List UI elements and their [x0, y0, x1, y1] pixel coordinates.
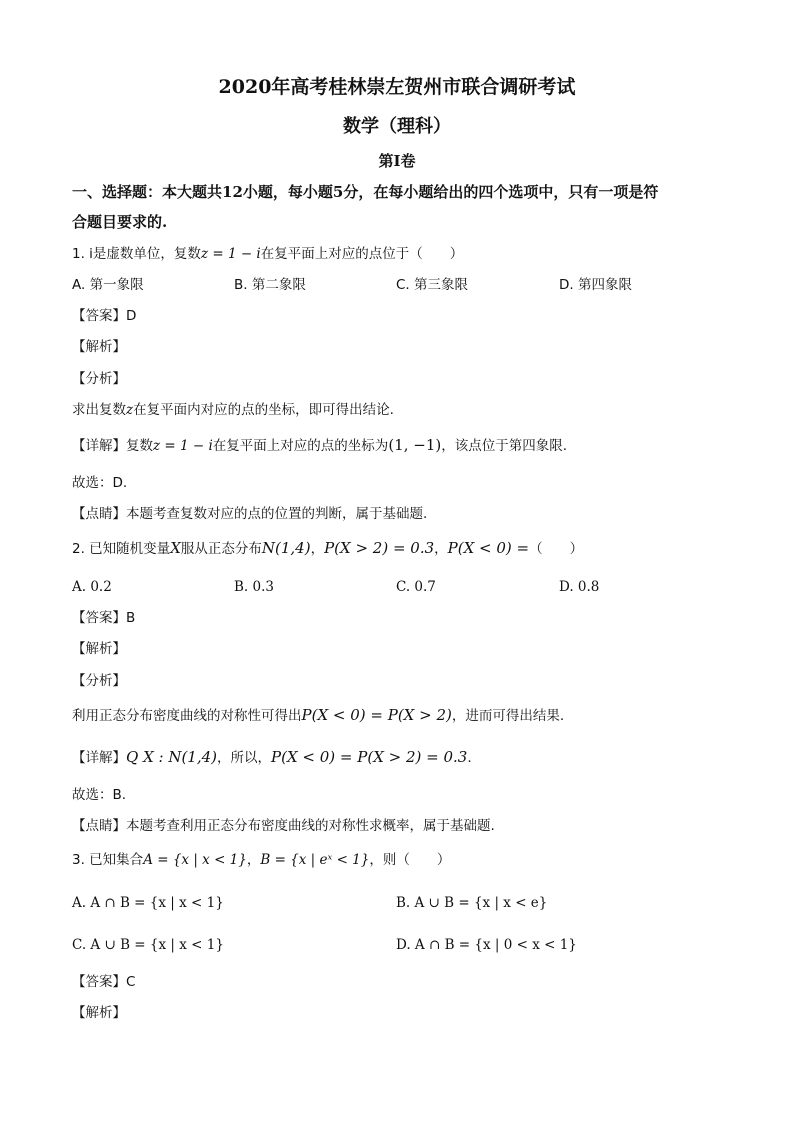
question-2-option-d: D. 0.8	[559, 579, 600, 595]
question-1-comment: 【点睛】本题考查复数对应的点的位置的判断，属于基础题.	[72, 506, 428, 522]
question-2-choice: 故选：B.	[72, 787, 127, 803]
question-1-text-a: i是虚数单位，复数	[84, 246, 201, 262]
question-1-math: z = 1 − i	[200, 246, 261, 262]
question-1-detail-text-a: 【详解】复数	[72, 438, 153, 454]
question-2-detail-text-a: 【详解】	[72, 750, 126, 766]
question-1-option-a: A. 第一象限	[72, 277, 144, 293]
question-2-text-b: 服从正态分布	[180, 541, 262, 557]
question-1-detail-coord: (1, −1)	[388, 436, 442, 454]
question-2-math-p1: P(X > 2) = 0.3	[324, 539, 435, 557]
question-1-jiexi: 【解析】	[72, 339, 126, 355]
question-1-fenxi: 【分析】	[72, 371, 126, 387]
volume-label: 第I卷	[378, 152, 416, 170]
question-3-option-b: B. A ∪ B = {x | x < e}	[396, 895, 548, 911]
question-1-detail	[72, 435, 732, 456]
question-2-analysis-math: P(X < 0) = P(X > 2)	[301, 706, 452, 724]
question-1-detail-text-c: ，该点位于第四象限.	[441, 438, 568, 454]
question-2-analysis	[72, 705, 732, 726]
question-2-analysis-text-a: 利用正态分布密度曲线的对称性可得出	[72, 708, 302, 724]
question-3-option-d: D. A ∩ B = {x | 0 < x < 1}	[396, 937, 577, 953]
question-2-detail-text-b: ，所以，	[217, 750, 272, 766]
question-1-choice: 故选：D.	[72, 475, 128, 491]
question-2-math-n: N(1,4)	[261, 539, 311, 557]
question-1-option-d: D. 第四象限	[559, 277, 632, 293]
question-1-analysis-math: z	[126, 402, 134, 418]
question-2-sep-2: ，	[434, 541, 448, 557]
section-heading-line2: 合题目要求的.	[72, 213, 168, 231]
question-2-stem	[72, 538, 732, 559]
question-3-text-a: 已知集合	[84, 852, 144, 868]
question-3-math-a: A = {x | x < 1}	[143, 852, 247, 868]
question-1-analysis-text-a: 求出复数	[72, 402, 126, 418]
question-2-comment: 【点睛】本题考查利用正态分布密度曲线的对称性求概率，属于基础题.	[72, 818, 495, 834]
question-2-text-a: 已知随机变量	[84, 541, 171, 557]
question-2-text-c: （ ）	[529, 541, 584, 557]
exam-title: 2020年高考桂林崇左贺州市联合调研考试	[218, 76, 576, 98]
question-1-analysis-text-b: 在复平面内对应的点的坐标，即可得出结论.	[133, 402, 394, 418]
question-3-math-b: B = {x | eˣ < 1}	[260, 852, 370, 868]
question-2-math-x: X	[170, 539, 181, 557]
question-3-answer: 【答案】C	[72, 974, 136, 990]
question-3-option-a: A. A ∩ B = {x | x < 1}	[72, 895, 224, 911]
question-2-detail-math-1: Q X : N(1,4)	[126, 748, 218, 766]
question-2-detail-math-2: P(X < 0) = P(X > 2) = 0.3	[271, 748, 468, 766]
question-2-option-a: A. 0.2	[72, 579, 112, 595]
question-1-number: 1.	[72, 246, 85, 262]
question-2-math-p2: P(X < 0) =	[447, 539, 530, 557]
question-2-jiexi: 【解析】	[72, 641, 126, 657]
question-2-answer: 【答案】B	[72, 610, 136, 626]
question-1-detail-text-b: 在复平面上对应的点的坐标为	[212, 438, 389, 454]
question-2-detail	[72, 747, 732, 768]
question-1-text-b: 在复平面上对应的点位于（ ）	[260, 246, 464, 262]
question-3-jiexi: 【解析】	[72, 1005, 126, 1021]
question-2-option-c: C. 0.7	[396, 579, 436, 595]
question-3-option-c: C. A ∪ B = {x | x < 1}	[72, 937, 224, 953]
question-2-fenxi: 【分析】	[72, 673, 126, 689]
question-3-sep: ，	[246, 852, 261, 868]
question-1-analysis	[72, 400, 732, 420]
question-1-answer: 【答案】D	[72, 308, 137, 324]
question-3-stem	[72, 850, 732, 870]
question-3-number: 3.	[72, 852, 85, 868]
exam-subtitle: 数学（理科）	[343, 116, 451, 137]
question-2-sep-1: ，	[310, 541, 325, 557]
question-1-detail-math: z = 1 − i	[153, 438, 213, 454]
question-1-option-b: B. 第二象限	[234, 277, 306, 293]
section-heading-line1: 一、选择题：本大题共12小题，每小题5分，在每小题给出的四个选项中，只有一项是符	[72, 183, 659, 201]
question-2-option-b: B. 0.3	[234, 579, 274, 595]
question-3-text-b: ，则（ ）	[369, 852, 451, 868]
question-2-detail-text-c: .	[467, 750, 472, 766]
question-1-stem	[72, 244, 732, 264]
question-1-option-c: C. 第三象限	[396, 277, 469, 293]
question-2-number: 2.	[72, 541, 85, 557]
question-2-analysis-text-b: ，进而可得出结果.	[451, 708, 565, 724]
